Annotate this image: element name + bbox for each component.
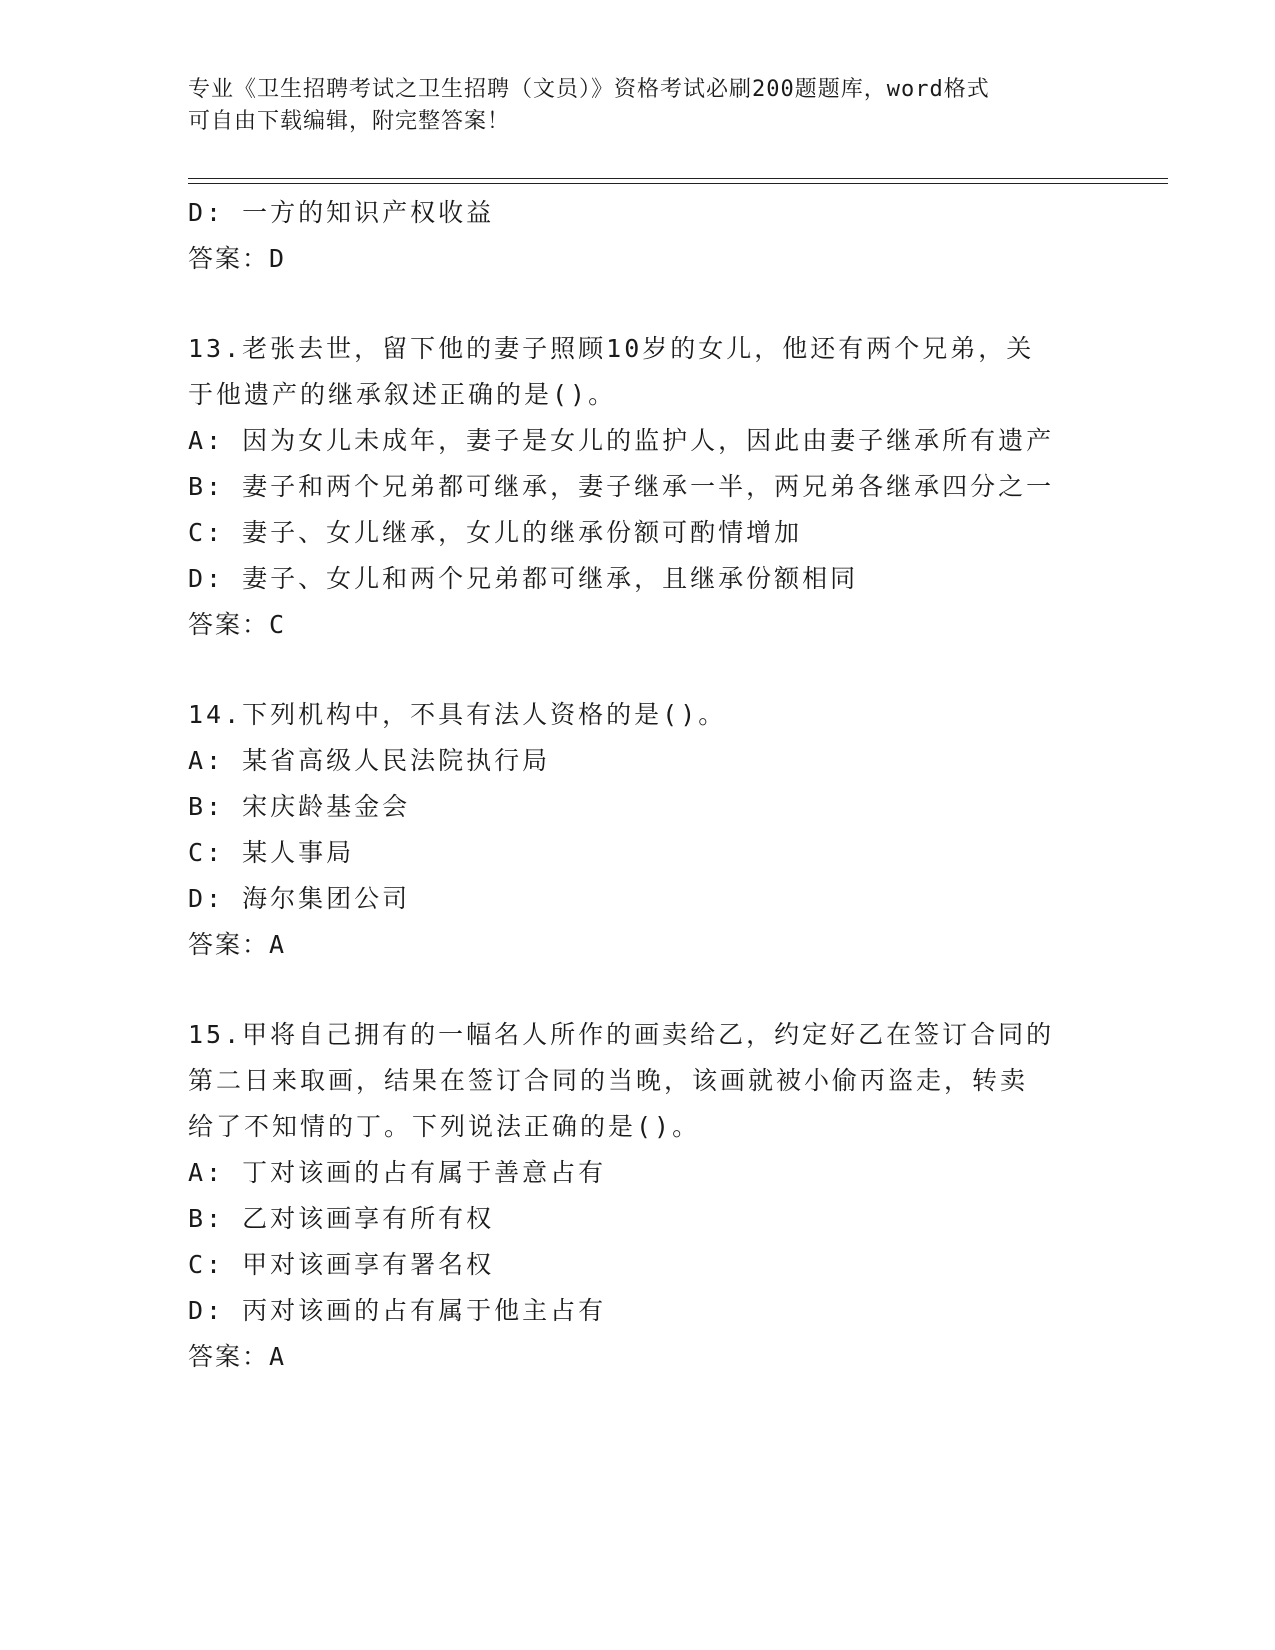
question-text-line: 13.老张去世，留下他的妻子照顾10岁的女儿，他还有两个兄弟，关 bbox=[188, 334, 1035, 363]
question-13 bbox=[188, 326, 1088, 648]
answer bbox=[188, 1334, 1088, 1380]
prev-answer bbox=[188, 236, 1088, 282]
option-a: A: 丁对该画的占有属于善意占有 bbox=[188, 1158, 607, 1187]
document-header bbox=[188, 74, 1088, 138]
prev-option-d: D: 一方的知识产权收益 bbox=[188, 198, 495, 227]
answer-label: 答案： bbox=[188, 610, 270, 639]
question-15 bbox=[188, 1012, 1088, 1380]
header-divider-bottom bbox=[188, 183, 1168, 184]
option-b: B: 乙对该画享有所有权 bbox=[188, 1204, 495, 1233]
option-c: C: 甲对该画享有署名权 bbox=[188, 1250, 495, 1279]
option-d: D: 海尔集团公司 bbox=[188, 884, 411, 913]
question-text-line: 于他遗产的继承叙述正确的是()。 bbox=[188, 380, 617, 409]
header-line-1: 专业《卫生招聘考试之卫生招聘（文员）》资格考试必刷200题题库，word格式 bbox=[188, 77, 990, 102]
question-list bbox=[188, 190, 1088, 1380]
question-text-line: 第二日来取画，结果在签订合同的当晚，该画就被小偷丙盗走，转卖 bbox=[188, 1066, 1029, 1095]
option-a: A: 因为女儿未成年，妻子是女儿的监护人，因此由妻子继承所有遗产 bbox=[188, 426, 1055, 455]
answer bbox=[188, 602, 1088, 648]
option-a: A: 某省高级人民法院执行局 bbox=[188, 746, 551, 775]
option-c: C: 某人事局 bbox=[188, 838, 355, 867]
answer-value: A bbox=[269, 1342, 288, 1371]
answer bbox=[188, 922, 1088, 968]
option-b: B: 宋庆龄基金会 bbox=[188, 792, 411, 821]
option-b: B: 妻子和两个兄弟都可继承，妻子继承一半，两兄弟各继承四分之一 bbox=[188, 472, 1055, 501]
option-c: C: 妻子、女儿继承，女儿的继承份额可酌情增加 bbox=[188, 518, 803, 547]
question-text-line: 给了不知情的丁。下列说法正确的是()。 bbox=[188, 1112, 701, 1141]
option-d: D: 丙对该画的占有属于他主占有 bbox=[188, 1296, 607, 1325]
answer-value: C bbox=[269, 610, 288, 639]
answer-label: 答案： bbox=[188, 930, 270, 959]
question-text-line: 14.下列机构中，不具有法人资格的是()。 bbox=[188, 700, 727, 729]
option-d: D: 妻子、女儿和两个兄弟都可继承，且继承份额相同 bbox=[188, 564, 859, 593]
answer-value: D bbox=[269, 244, 288, 273]
answer-value: A bbox=[269, 930, 288, 959]
header-line-2: 可自由下载编辑，附完整答案！ bbox=[188, 109, 511, 134]
question-14 bbox=[188, 692, 1088, 968]
answer-label: 答案： bbox=[188, 244, 270, 273]
answer-label: 答案： bbox=[188, 1342, 270, 1371]
header-divider-top bbox=[188, 178, 1168, 179]
question-text-line: 15.甲将自己拥有的一幅名人所作的画卖给乙，约定好乙在签订合同的 bbox=[188, 1020, 1055, 1049]
